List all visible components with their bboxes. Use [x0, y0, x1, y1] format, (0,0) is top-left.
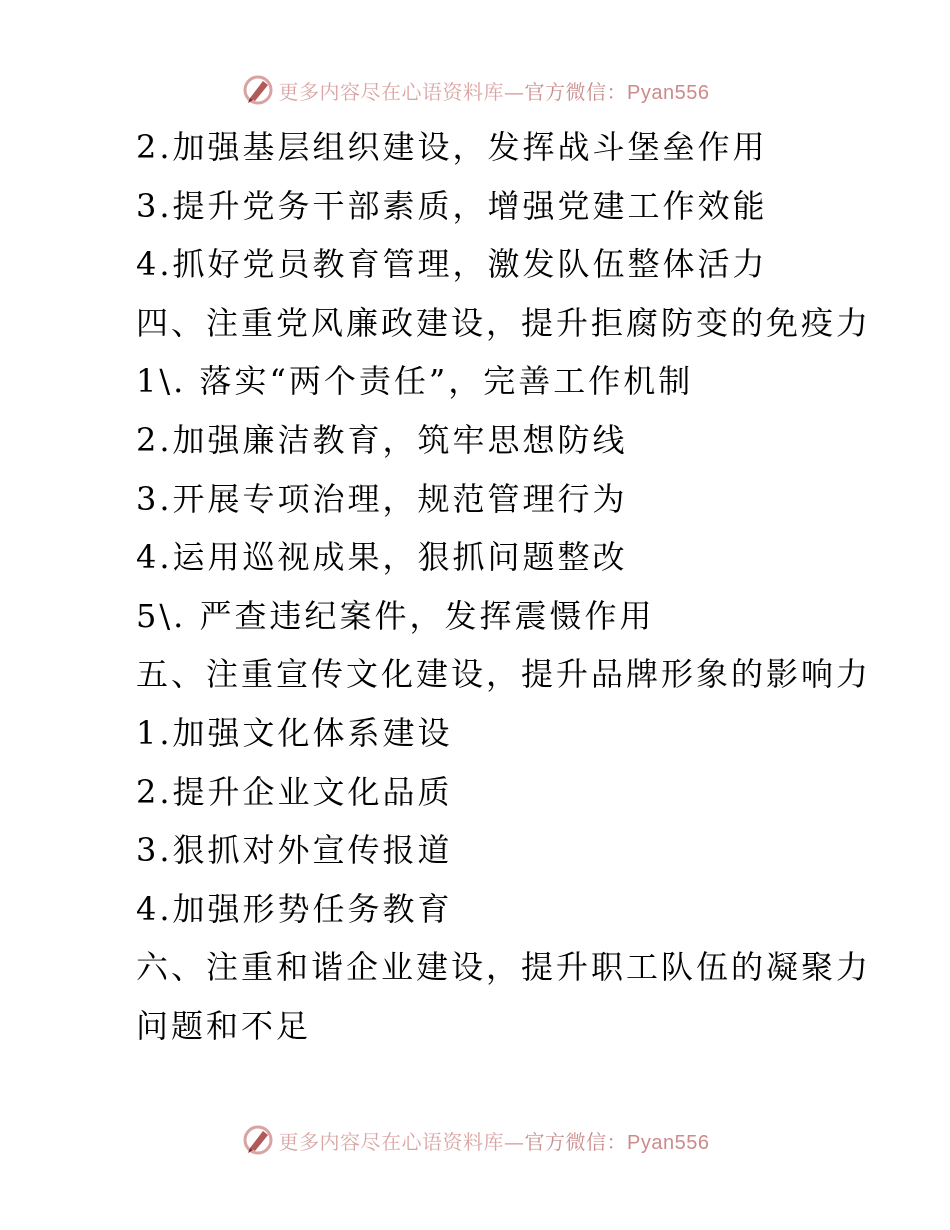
header-banner: [0, 70, 950, 110]
document-line: 3.狠抓对外宣传报道: [136, 831, 453, 870]
wechat-id: Pyan556: [627, 81, 710, 104]
document-line: 4.抓好党员教育管理，激发队伍整体活力: [136, 245, 768, 284]
section-heading: 五、注重宣传文化建设，提升品牌形象的影响力: [136, 655, 872, 694]
document-line: 4.运用巡视成果，狠抓问题整改: [136, 538, 628, 577]
document-line: 1\. 落实“两个责任”，完善工作机制: [136, 362, 694, 401]
section-heading: 四、注重党风廉政建设，提升拒腐防变的免疫力: [136, 303, 872, 342]
wechat-id: Pyan556: [627, 1131, 710, 1154]
brand-dash: —: [504, 79, 525, 104]
pen-circle-logo-icon: [241, 1123, 275, 1157]
document-line: 4.加强形势任务教育: [136, 889, 453, 928]
document-line: 2.提升企业文化品质: [136, 772, 453, 811]
section-heading: 六、注重和谐企业建设，提升职工队伍的凝聚力: [136, 948, 872, 987]
document-line: 2.加强基层组织建设，发挥战斗堡垒作用: [136, 128, 768, 166]
brand-text: 更多内容尽在心语资料库: [278, 79, 505, 104]
brand-dash: —: [504, 1129, 525, 1154]
document-line: 3.开展专项治理，规范管理行为: [136, 479, 628, 518]
wechat-label: 官方微信：: [524, 1129, 628, 1154]
pen-circle-logo-icon: [241, 73, 275, 107]
document-line: 5\. 严查违纪案件，发挥震慑作用: [136, 596, 655, 635]
document-body: [136, 118, 916, 1056]
document-line: 3.提升党务干部素质，增强党建工作效能: [136, 186, 768, 225]
footer-banner: [0, 1120, 950, 1160]
document-line: 2.加强廉洁教育，筑牢思想防线: [136, 420, 628, 459]
document-line: 问题和不足: [136, 1006, 312, 1045]
wechat-label: 官方微信：: [524, 79, 628, 104]
document-line: 1.加强文化体系建设: [136, 713, 453, 752]
brand-text: 更多内容尽在心语资料库: [278, 1129, 505, 1154]
